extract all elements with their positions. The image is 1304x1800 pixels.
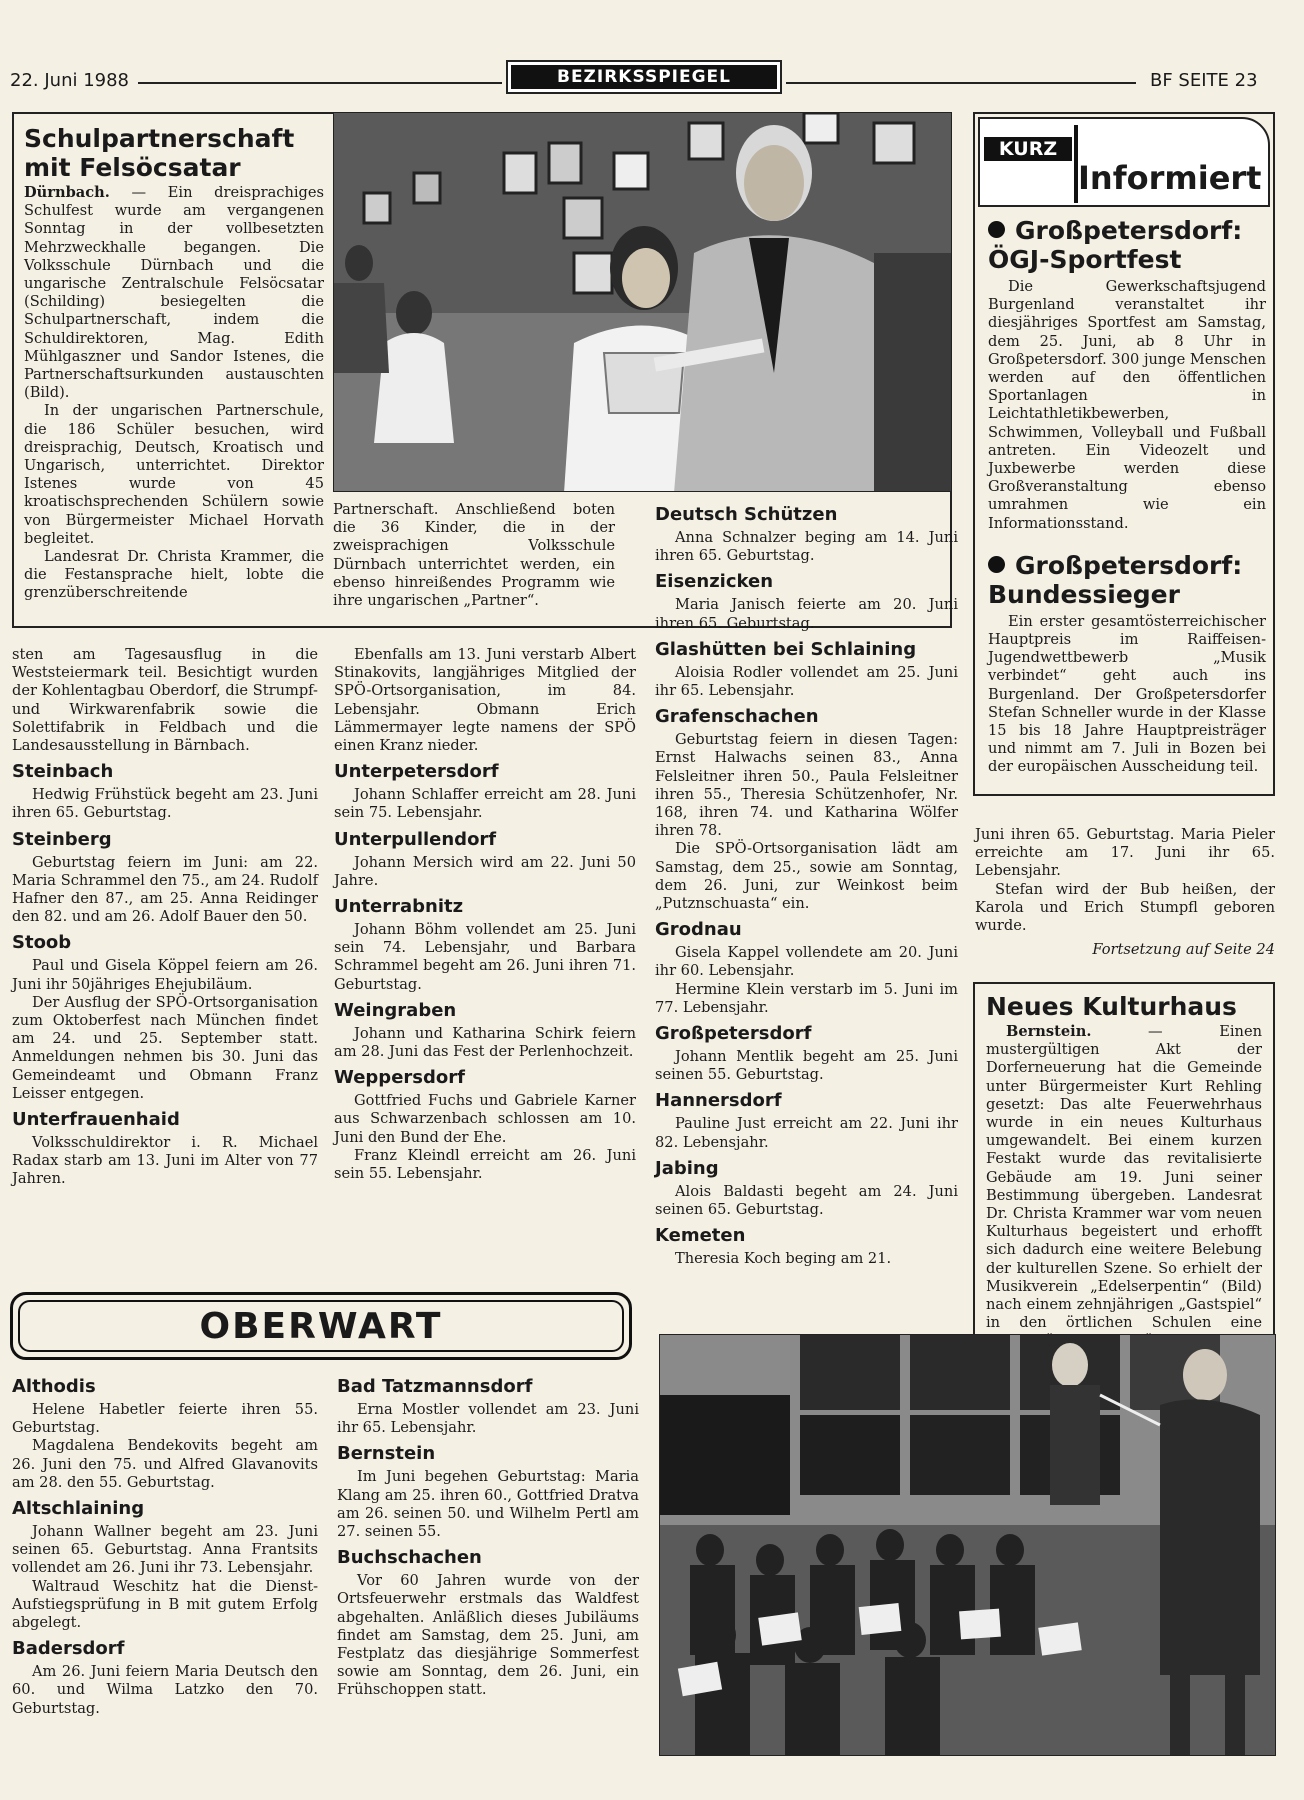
ow-text-altschlaining-2: Waltraud Weschitz hat die Dienst-Aufstiegsprüfung in B mit gutem Erfolg abgelegt. xyxy=(12,1577,318,1632)
col4-text-2: Stefan wird der Bub heißen, der Karola und Erich Stumpfl geboren wurde. xyxy=(975,880,1275,935)
kulturhaus-content xyxy=(986,992,1262,1351)
kurz-label: KURZ xyxy=(984,137,1072,161)
lead-para-2: In der ungarischen Partnerschule, die 186 Schüler besuchen, wird dreisprachig, Deutsch, Kroatisch und Ungarisch, unterrichtet. Direktor Istenes wurde von 45 kroatischsprechenden Schülern sowie von Bürgermeister Michael Horvath begleitet. xyxy=(24,402,324,547)
kurz-item1-title-a-line xyxy=(988,216,1266,245)
col3-text-glashuetten: Aloisia Rodler vollendet am 25. Juni ihr 65. Lebensjahr. xyxy=(655,663,958,700)
col3-heading-kemeten: Kemeten xyxy=(655,1225,746,1247)
col3-text-grodnau-2: Hermine Klein verstarb im 5. Juni im 77. Lebensjahr. xyxy=(655,980,958,1016)
col1-heading-unterfrauenhaid: Unterfrauenhaid xyxy=(12,1109,180,1131)
ow-heading-badersdorf: Badersdorf xyxy=(12,1638,125,1660)
col2-text-unterpullendorf: Johann Mersich wird am 22. Juni 50 Jahre. xyxy=(334,853,636,889)
col3-text-grodnau-1: Gisela Kappel vollendete am 20. Juni ihr 60. Lebensjahr. xyxy=(655,944,958,980)
lead-article-left xyxy=(24,124,324,603)
col2-text-weppersdorf-1: Gottfried Fuchs und Gabriele Karner aus Schwarzenbach schlossen am 10. Juni den Bund der Ehe. xyxy=(334,1092,636,1146)
col3-text-deutsch-schuetzen: Anna Schnalzer beging am 14. Juni ihren 65. Geburtstag. xyxy=(655,529,958,565)
col1-text-stoob-2: Der Ausflug der SPÖ-Ortsorganisation zum Oktoberfest nach München findet am 24. und 25. September statt. Anmeldungen nehmen bis 30. Juni das Gemeindeamt und Obmann Franz Leisser entgegen. xyxy=(12,993,318,1102)
col1-continuation: sten am Tagesausflug in die Weststeiermark teil. Besichtigt wurden der Kohlentagbau Oberdorf, die Strumpf- und Wirkwarenfabrik sowie die Solettifabrik in Feldbach und die Landesausstellung in Bärnbach. xyxy=(12,646,318,755)
col2-text-weppersdorf-2: Franz Kleindl erreicht am 26. Juni sein 55. Lebensjahr. xyxy=(334,1146,636,1183)
ow-heading-buchschachen: Buchschachen xyxy=(337,1547,482,1569)
lead-para-4-container xyxy=(333,501,615,610)
kurz-item2-title-a: Großpetersdorf: xyxy=(1015,550,1243,580)
ow-text-badersdorf: Am 26. Juni feiern Maria Deutsch den 60. und Wilma Latzko den 70. Geburtstag. xyxy=(12,1663,318,1717)
col3-heading-jabing: Jabing xyxy=(655,1157,719,1179)
header-rule-right xyxy=(786,82,1136,84)
oberwart-right xyxy=(337,1376,639,1700)
col3-heading-glashuetten: Glashütten bei Schlaining xyxy=(655,638,917,660)
band-photo xyxy=(659,1334,1276,1756)
ow-text-althodis-1: Helene Habetler feierte ihren 55. Geburtstag. xyxy=(12,1401,318,1437)
kurz-item1-title-a: Großpetersdorf: xyxy=(1015,216,1243,245)
lead-para-4: Partnerschaft. Anschließend boten die 36 Kinder, die in der zweisprachigen Volksschule Dürnbach unterrichtet werden, ein ebenso hinreißendes Programm wie ihre ungarischen „Partner“. xyxy=(333,501,615,610)
kurz-title: Informiert xyxy=(1078,159,1262,197)
kurz-item2-title-b: Bundessieger xyxy=(988,579,1180,609)
col3-heading-eisenzicken: Eisenzicken xyxy=(655,571,774,593)
col2-text-unterpetersdorf: Johann Schlaffer erreicht am 28. Juni sein 75. Lebensjahr. xyxy=(334,786,636,822)
col2-text-weingraben: Johann und Katharina Schirk feiern am 28. Juni das Fest der Perlenhochzeit. xyxy=(334,1024,636,1061)
col3-heading-deutsch-schuetzen: Deutsch Schützen xyxy=(655,504,838,525)
header-rule-left xyxy=(138,82,502,84)
col2-heading-unterpullendorf: Unterpullendorf xyxy=(334,828,497,850)
bullet-icon xyxy=(988,221,1005,238)
ow-text-bernstein: Im Juni begehen Geburtstag: Maria Klang am 25. ihren 60., Gottfried Dratva am 26. seinen 50. und Wilhelm Pertl am 27. seinen 55. xyxy=(337,1468,639,1541)
section-title: BEZIRKSSPIEGEL xyxy=(511,65,777,89)
lead-dateline: Dürnbach. xyxy=(24,184,110,201)
kulturhaus-dateline: Bernstein. xyxy=(1006,1023,1092,1040)
col2-heading-unterpetersdorf: Unterpetersdorf xyxy=(334,761,499,783)
ow-heading-bernstein: Bernstein xyxy=(337,1443,436,1465)
kurz-header xyxy=(978,117,1270,207)
col3-text-grafenschachen-2: Die SPÖ-Ortsorganisation lädt am Samstag, dem 25., sowie am Sonntag, dem 26. Juni, zur Weinkost beim „Putznschuasta“ ein. xyxy=(655,840,958,913)
col3-text-jabing: Alois Baldasti begeht am 24. Juni seinen 65. Geburtstag. xyxy=(655,1182,958,1219)
col3-heading-hannersdorf: Hannersdorf xyxy=(655,1090,782,1112)
col1-heading-stoob: Stoob xyxy=(12,932,72,954)
ow-heading-altschlaining: Altschlaining xyxy=(12,1498,145,1520)
kurz-item1-text: Die Gewerkschaftsjugend Burgenland veranstaltet ihr diesjähriges Sportfest am Samstag, dem 25. Juni, ab 8 Uhr in Großpetersdorf. 300 junge Menschen werden auf den öffentlichen Sportanlagen in Leichtathletikbewerben, Schwimmen, Volleyball und Fußball antreten. Ein Videozelt und Juxbewerbe werden diese Großveranstaltung ebenso umrahmen wie ein Informationsstand. xyxy=(988,278,1266,532)
page-number: BF SEITE 23 xyxy=(1150,70,1258,91)
col3-heading-grafenschachen: Grafenschachen xyxy=(655,706,819,728)
lead-photo-drawing xyxy=(334,113,952,492)
col3-heading-grodnau: Grodnau xyxy=(655,919,742,941)
ow-heading-bad-tatzmannsdorf: Bad Tatzmannsdorf xyxy=(337,1376,533,1397)
col2-continuation: Ebenfalls am 13. Juni verstarb Albert Stinakovits, langjähriges Mitglied der SPÖ-Ortsorganisation, im 84. Lebensjahr. Obmann Erich Lämmermayer legte namens der SPÖ einen Kranz nieder. xyxy=(334,646,636,755)
oberwart-left xyxy=(12,1376,318,1718)
col4-text-1: Juni ihren 65. Geburtstag. Maria Pieler erreichte am 17. Juni ihr 65. Lebensjahr. xyxy=(975,826,1275,880)
col3-text-hannersdorf: Pauline Just erreicht am 22. Juni ihr 82. Lebensjahr. xyxy=(655,1115,958,1151)
col3-text-kemeten: Theresia Koch beging am 21. xyxy=(675,1250,892,1268)
lead-title-1: Schulpartnerschaft xyxy=(24,124,295,153)
lead-para-1: — Ein dreisprachiges Schulfest wurde am vergangenen Sonntag in der vollbesetzten Mehrzweckhalle begangen. Die Volksschule Dürnbach und die ungarische Zentralschule Felsöcsatar (Schilding) besiegelten die Schulpartnerschaft, indem die Schuldirektoren, Mag. Edith Mühlgaszner und Sandor Istenes, die Partnerschaftsurkunden austauschten (Bild). xyxy=(24,184,324,402)
kurz-item2-text: Ein erster gesamtösterreichischer Hauptpreis im Raiffeisen-Jugendwettbewerb „Musik verbindet“ geht auch ins Burgenland. Der Großpetersdorfer Stefan Schneller wurde in der Klasse 15 bis 18 Jahre Hauptpreisträger und nimmt am 7. Juli in Bozen bei der europäischen Ausscheidung teil. xyxy=(988,612,1266,776)
continued-note: Fortsetzung auf Seite 24 xyxy=(1092,941,1275,959)
bullet-icon xyxy=(988,556,1005,573)
col3-text-grafenschachen-1: Geburtstag feiern in diesen Tagen: Ernst Halwachs seinen 83., Anna Felsleitner ihren 50., Paula Felsleitner ihren 55., Theresia Schützenhofer, Nr. 168, ihren 74. und Katharina Wölfer ihren 78. xyxy=(655,731,958,840)
kurz-item1-title-b: ÖGJ-Sportfest xyxy=(988,245,1182,274)
col1-text-stoob-1: Paul und Gisela Köppel feiern am 26. Juni ihr 50jähriges Ehejubiläum. xyxy=(12,957,318,993)
ow-text-bad-tatzmannsdorf: Erna Mostler vollendet am 23. Juni ihr 65. Lebensjahr. xyxy=(337,1401,639,1437)
col2-heading-weingraben: Weingraben xyxy=(334,999,457,1021)
lead-title-2: mit Felsöcsatar xyxy=(24,153,241,182)
lead-para-3: Landesrat Dr. Christa Krammer, die die Festansprache hielt, lobte die grenzüberschreitende xyxy=(24,548,324,602)
col2-heading-unterrabnitz: Unterrabnitz xyxy=(334,896,464,918)
issue-date: 22. Juni 1988 xyxy=(10,70,130,91)
col2-heading-weppersdorf: Weppersdorf xyxy=(334,1067,465,1089)
col2-text-unterrabnitz: Johann Böhm vollendet am 25. Juni sein 74. Lebensjahr, und Barbara Schrammel begeht am 26. Juni ihren 71. Geburtstag. xyxy=(334,921,636,993)
col4-continuation xyxy=(975,826,1275,959)
col3-heading-grosspetersdorf: Großpetersdorf xyxy=(655,1023,812,1045)
column-2 xyxy=(334,646,636,1183)
section-masthead xyxy=(506,60,782,94)
ow-text-altschlaining-1: Johann Wallner begeht am 23. Juni seinen 65. Geburtstag. Anna Frantsits vollendet am 26. Juni ihr 73. Lebensjahr. xyxy=(12,1523,318,1577)
band-photo-drawing xyxy=(660,1335,1276,1756)
kulturhaus-text: — Einen mustergültigen Akt der Dorferneuerung hat die Gemeinde unter Bürgermeister Kurt Rehling gesetzt: Das alte Feuerwehrhaus wurde in ein neues Kulturhaus umgewandelt. Bei einem kurzen Festakt wurde das revitalisierte Gebäude am 19. Juni seiner Bestimmung übergeben. Landesrat Dr. Christa Krammer war vom neuen Kulturhaus begeistert und erhofft sich dadurch eine weitere Belebung der kulturellen Szene. So erhielt der Musikverein „Edelserpentin“ (Bild) nach einem zehnjährigen „Gastspiel“ in den örtlichen Schulen eine xyxy=(986,1023,1262,1332)
ow-text-buchschachen: Vor 60 Jahren wurde von der Ortsfeuerwehr erstmals das Waldfest abgehalten. Anläßlich dieses Jubiläums findet am Samstag, dem 25. Juni, am Festplatz das diesjährige Sommerfest sowie am Sonntag, dem 26. Juni, ein Frühschoppen statt. xyxy=(337,1572,639,1699)
col1-text-unterfrauenhaid: Volksschuldirektor i. R. Michael Radax starb am 13. Juni im Alter von 77 Jahren. xyxy=(12,1134,318,1188)
ow-text-althodis-2: Magdalena Bendekovits begeht am 26. Juni den 75. und Alfred Glavanovits am 28. den 55. Geburtstag. xyxy=(12,1437,318,1491)
col1-text-steinberg: Geburtstag feiern im Juni: am 22. Maria Schrammel den 75., am 24. Rudolf Hafner den 87., am 25. Anna Reidinger den 82. und am 26. Adolf Bauer den 50. xyxy=(12,853,318,926)
col3-text-grosspetersdorf: Johann Mentlik begeht am 25. Juni seinen 55. Geburtstag. xyxy=(655,1048,958,1084)
kurz-content xyxy=(988,216,1266,777)
lead-photo xyxy=(333,112,952,492)
kurz-item2-title-a-line xyxy=(988,551,1266,580)
col1-heading-steinbach: Steinbach xyxy=(12,761,114,783)
col1-heading-steinberg: Steinberg xyxy=(12,828,112,850)
col1-text-steinbach: Hedwig Frühstück begeht am 23. Juni ihren 65. Geburtstag. xyxy=(12,786,318,822)
kulturhaus-title: Neues Kulturhaus xyxy=(986,992,1237,1021)
col3-text-eisenzicken: Maria Janisch feierte am 20. Juni ihren 65. Geburtstag. xyxy=(655,596,958,632)
ow-heading-althodis: Althodis xyxy=(12,1376,96,1397)
oberwart-banner: OBERWART xyxy=(18,1300,624,1352)
column-3 xyxy=(655,504,958,1268)
oberwart-banner-outer xyxy=(10,1292,632,1360)
column-1 xyxy=(12,646,318,1189)
